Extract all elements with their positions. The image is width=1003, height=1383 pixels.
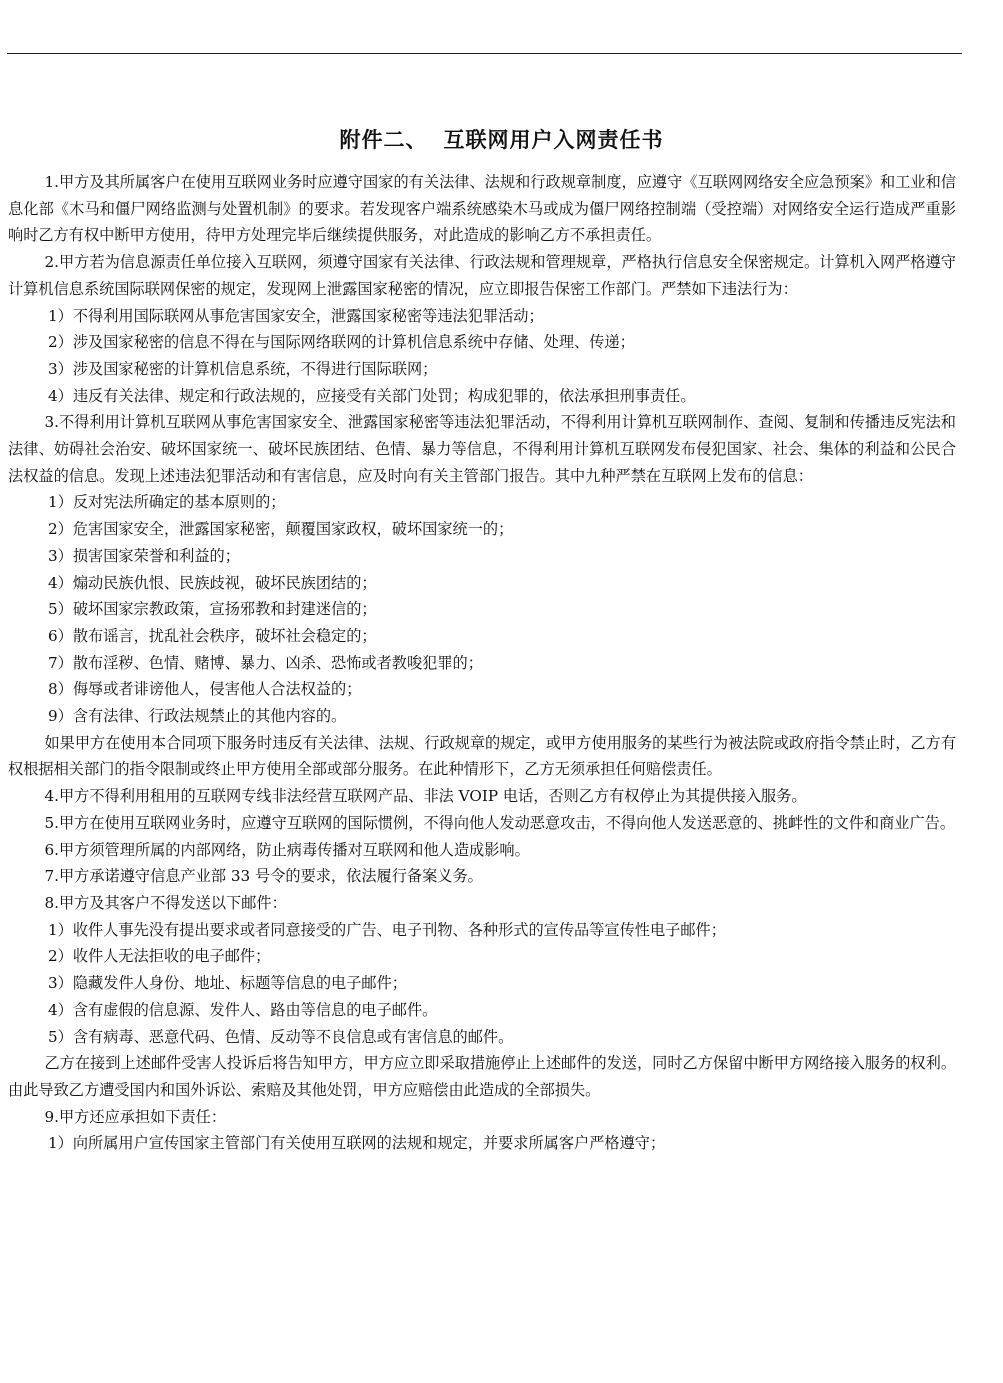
paragraph: 9.甲方还应承担如下责任： bbox=[44, 1107, 227, 1126]
list-item: 2）危害国家安全，泄露国家秘密，颠覆国家政权，破坏国家统一的； bbox=[48, 520, 514, 539]
paragraph: 乙方在接到上述邮件受害人投诉后将告知甲方，甲方应立即采取措施停止上述邮件的发送，同时乙方保留中断甲方网络接入服务的权利。由此导致乙方遭受国内和国外诉讼、索赔及其他处罚，甲方应赔偿由此造成的全部损失。 bbox=[8, 1054, 956, 1099]
list-item: 8）侮辱或者诽谤他人，侵害他人合法权益的； bbox=[48, 680, 362, 699]
paragraph: 5.甲方在使用互联网业务时，应遵守互联网的国际惯例，不得向他人发动恶意攻击，不得向他人发送恶意的、挑衅性的文件和商业广告。 bbox=[44, 813, 956, 832]
document-body bbox=[8, 169, 956, 1157]
document-title bbox=[0, 124, 1003, 154]
paragraph: 8.甲方及其客户不得发送以下邮件： bbox=[44, 893, 287, 912]
paragraph: 3.不得利用计算机互联网从事危害国家安全、泄露国家秘密等违法犯罪活动，不得利用计算机互联网制作、查阅、复制和传播违反宪法和法律、妨碍社会治安、破坏国家统一、破坏民族团结、色情、暴力等信息，不得利用计算机互联网发布侵犯国家、社会、集体的利益和公民合法权益的信息。发现上述违法犯罪活动和有害信息，应及时向有关主管部门报告。其中九种严禁在互联网上发布的信息： bbox=[8, 413, 956, 485]
paragraph: 7.甲方承诺遵守信息产业部 33 号令的要求，依法履行备案义务。 bbox=[44, 867, 483, 886]
list-item: 5）含有病毒、恶意代码、色情、反动等不良信息或有害信息的邮件。 bbox=[48, 1027, 514, 1046]
list-item: 1）向所属用户宣传国家主管部门有关使用互联网的法规和规定，并要求所属客户严格遵守； bbox=[48, 1134, 666, 1153]
list-item: 1）不得利用国际联网从事危害国家安全，泄露国家秘密等违法犯罪活动； bbox=[48, 306, 544, 325]
list-item: 4）煽动民族仇恨、民族歧视，破坏民族团结的； bbox=[48, 573, 377, 592]
header-rule bbox=[7, 53, 962, 54]
list-item: 1）收件人事先没有提出要求或者同意接受的广告、电子刊物、各种形式的宣传品等宣传性电子邮件； bbox=[48, 920, 726, 939]
paragraph: 如果甲方在使用本合同项下服务时违反有关法律、法规、行政规章的规定，或甲方使用服务的某些行为被法院或政府指令禁止时，乙方有权根据相关部门的指令限制或终止甲方使用全部或部分服务。在此种情形下，乙方无须承担任何赔偿责任。 bbox=[8, 733, 956, 779]
list-item: 4）含有虚假的信息源、发件人、路由等信息的电子邮件。 bbox=[48, 1000, 438, 1019]
paragraph: 2.甲方若为信息源责任单位接入互联网，须遵守国家有关法律、行政法规和管理规章，严格执行信息安全保密规定。计算机入网严格遵守计算机信息系统国际联网保密的规定，发现网上泄露国家秘密的情况，应立即报告保密工作部门。严禁如下违法行为： bbox=[8, 253, 956, 298]
list-item: 6）散布谣言，扰乱社会秩序，破坏社会稳定的； bbox=[48, 626, 377, 645]
list-item: 3）损害国家荣誉和利益的； bbox=[48, 546, 240, 565]
paragraph: 6.甲方须管理所属的内部网络，防止病毒传播对互联网和他人造成影响。 bbox=[44, 840, 530, 859]
title-text: 互联网用户入网责任书 bbox=[443, 128, 664, 152]
paragraph: 1.甲方及其所属客户在使用互联网业务时应遵守国家的有关法律、法规和行政规章制度，应遵守《互联网网络安全应急预案》和工业和信息化部《木马和僵尸网络监测与处置机制》的要求。若发现客户端系统感染木马或成为僵尸网络控制端（受控端）对网络安全运行造成严重影响时乙方有权中断甲方使用，待甲方处理完毕后继续提供服务，对此造成的影响乙方不承担责任。 bbox=[8, 173, 956, 245]
list-item: 9）含有法律、行政法规禁止的其他内容的。 bbox=[48, 707, 347, 726]
list-item: 3）隐藏发件人身份、地址、标题等信息的电子邮件； bbox=[48, 974, 407, 993]
title-prefix: 附件二、 bbox=[339, 128, 428, 152]
list-item: 1）反对宪法所确定的基本原则的； bbox=[48, 493, 286, 512]
list-item: 2）涉及国家秘密的信息不得在与国际网络联网的计算机信息系统中存储、处理、传递； bbox=[48, 333, 635, 352]
list-item: 4）违反有关法律、规定和行政法规的，应接受有关部门处罚；构成犯罪的，依法承担刑事责任。 bbox=[48, 386, 696, 405]
list-item: 3）涉及国家秘密的计算机信息系统，不得进行国际联网； bbox=[48, 359, 438, 378]
list-item: 7）散布淫秽、色情、赌博、暴力、凶杀、恐怖或者教唆犯罪的； bbox=[48, 653, 483, 672]
paragraph: 4.甲方不得利用租用的互联网专线非法经营互联网产品、非法 VOIP 电话，否则乙方有权停止为其提供接入服务。 bbox=[44, 787, 807, 806]
list-item: 5）破坏国家宗教政策，宣扬邪教和封建迷信的； bbox=[48, 600, 377, 619]
list-item: 2）收件人无法拒收的电子邮件； bbox=[48, 947, 271, 966]
